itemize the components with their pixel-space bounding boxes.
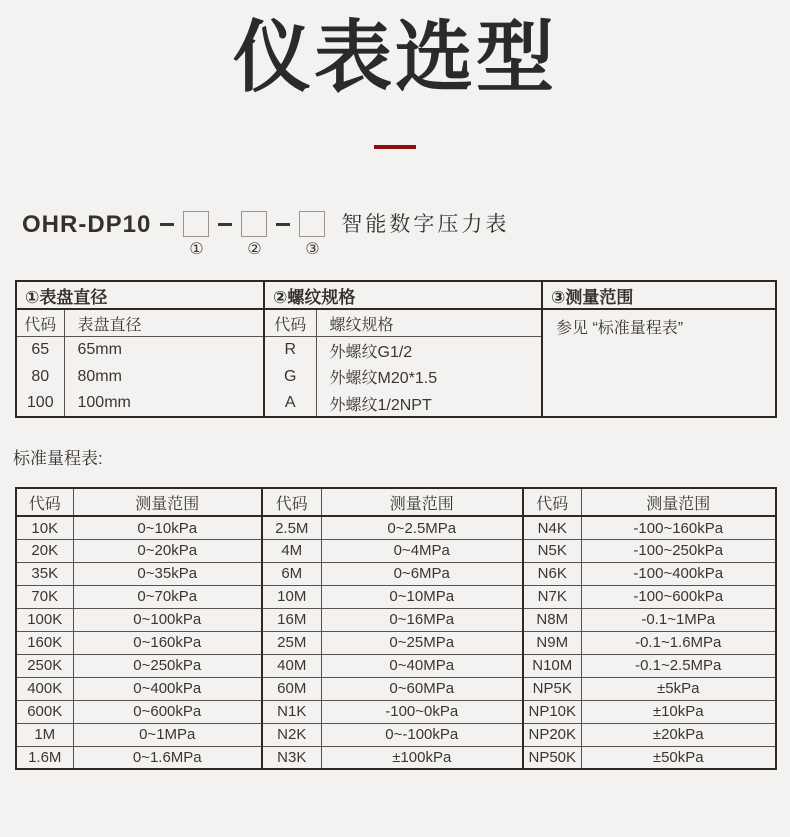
- page-title: 仪表选型: [232, 13, 557, 101]
- dial-value: 80mm: [77, 367, 122, 385]
- col-header-code: 代码: [262, 488, 321, 516]
- thread-code: R: [264, 336, 316, 363]
- range-value-cell: -0.1~1MPa: [581, 608, 776, 631]
- range-value-cell: -100~600kPa: [581, 585, 776, 608]
- range-value-cell: 0~40MPa: [321, 654, 523, 677]
- range-code-cell: 10M: [262, 585, 321, 608]
- range-code-cell: 250K: [16, 654, 73, 677]
- range-value-cell: -0.1~2.5MPa: [581, 654, 776, 677]
- range-code-cell: 400K: [16, 677, 73, 700]
- range-code-cell: NP10K: [523, 700, 581, 723]
- circled-number-2: ②: [247, 241, 262, 259]
- range-value-cell: -100~0kPa: [321, 700, 523, 723]
- dial-code: 65: [16, 336, 64, 363]
- circled-number-1: ①: [189, 241, 204, 259]
- range-value-cell: 0~600kPa: [73, 700, 262, 723]
- range-code-cell: N10M: [523, 654, 581, 677]
- range-row: [16, 723, 776, 746]
- range-row: [16, 562, 776, 585]
- range-code-cell: N1K: [262, 700, 321, 723]
- thread-value: 外螺纹1/2NPT: [329, 396, 432, 414]
- range-row: [16, 746, 776, 769]
- range-value-cell: 0~10kPa: [73, 516, 262, 539]
- range-code-cell: 1M: [16, 723, 73, 746]
- section-title-thread: ②螺纹规格: [264, 281, 542, 309]
- range-value-cell: 0~35kPa: [73, 562, 262, 585]
- section-title-range: ③测量范围: [542, 281, 776, 309]
- model-slot-1: [183, 211, 209, 259]
- range-code-cell: 70K: [16, 585, 73, 608]
- col-header-code: 代码: [523, 488, 581, 516]
- col-header-range: 测量范围: [73, 488, 262, 516]
- range-code-cell: 25M: [262, 631, 321, 654]
- range-value-cell: ±5kPa: [581, 677, 776, 700]
- model-slot-3: [299, 211, 325, 259]
- range-row: [16, 608, 776, 631]
- range-code-cell: 2.5M: [262, 516, 321, 539]
- range-code-cell: NP20K: [523, 723, 581, 746]
- range-value-cell: 0~400kPa: [73, 677, 262, 700]
- dial-value: 65mm: [77, 341, 122, 359]
- range-code-cell: 10K: [31, 519, 59, 537]
- thread-value: 外螺纹M20*1.5: [329, 370, 438, 388]
- dial-code: 100: [16, 390, 64, 417]
- range-code-cell: N4K: [523, 516, 581, 539]
- range-value-cell: 0~1MPa: [73, 723, 262, 746]
- range-code-cell: N3K: [262, 746, 321, 769]
- range-row: [16, 585, 776, 608]
- model-slot-box: [299, 211, 325, 237]
- model-code-line: [22, 211, 790, 259]
- range-value-cell: 0~6MPa: [321, 562, 523, 585]
- range-value-cell: 0~1.6MPa: [73, 746, 262, 769]
- range-code-cell: 35K: [16, 562, 73, 585]
- thread-value: 外螺纹G1/2: [329, 343, 413, 361]
- range-value-cell: 0~60MPa: [321, 677, 523, 700]
- range-value-cell: -100~250kPa: [581, 539, 776, 562]
- range-code-cell: N8M: [523, 608, 581, 631]
- range-row: [16, 654, 776, 677]
- dash-separator: [160, 223, 174, 226]
- red-divider: [374, 145, 416, 149]
- range-value-cell: 0~160kPa: [73, 631, 262, 654]
- dial-code: 80: [16, 363, 64, 390]
- col-header-thread: 螺纹规格: [316, 309, 542, 336]
- standard-range-table: [15, 487, 777, 770]
- range-code-cell: 20K: [16, 539, 73, 562]
- range-row: [16, 677, 776, 700]
- range-value-cell: 0~25MPa: [321, 631, 523, 654]
- range-row: [16, 539, 776, 562]
- section-title-dial: ①表盘直径: [16, 281, 264, 309]
- col-header-range: 测量范围: [581, 488, 776, 516]
- range-code-cell: 100K: [16, 608, 73, 631]
- range-value-cell: 0~250kPa: [73, 654, 262, 677]
- range-value-cell: -100~400kPa: [581, 562, 776, 585]
- col-header-code: 代码: [16, 488, 73, 516]
- dash-separator: [218, 223, 232, 226]
- model-suffix: 智能数字压力表: [341, 213, 510, 237]
- range-value-cell: 0~100kPa: [73, 608, 262, 631]
- range-code-cell: 1.6M: [16, 746, 73, 769]
- range-value-cell: ±50kPa: [581, 746, 776, 769]
- range-value-cell: 0~-100kPa: [321, 723, 523, 746]
- range-value-cell: ±10kPa: [581, 700, 776, 723]
- range-code-cell: N9M: [523, 631, 581, 654]
- circled-number-3: ③: [305, 241, 320, 259]
- dash-separator: [276, 223, 290, 226]
- range-code-cell: 4M: [262, 539, 321, 562]
- range-value-cell: -0.1~1.6MPa: [581, 631, 776, 654]
- range-code-cell: N2K: [262, 723, 321, 746]
- range-code-cell: 6M: [262, 562, 321, 585]
- range-code-cell: NP5K: [523, 677, 581, 700]
- col-header-range: 测量范围: [321, 488, 523, 516]
- range-row: [16, 700, 776, 723]
- range-code-cell: N6K: [523, 562, 581, 585]
- range-code-cell: 60M: [262, 677, 321, 700]
- range-value-cell: ±100kPa: [321, 746, 523, 769]
- range-code-cell: 600K: [16, 700, 73, 723]
- range-value-cell: 0~16MPa: [321, 608, 523, 631]
- range-value-cell: 0~20kPa: [73, 539, 262, 562]
- thread-code: A: [264, 390, 316, 417]
- range-code-cell: N5K: [523, 539, 581, 562]
- dial-value: 100mm: [77, 394, 131, 412]
- col-header-code: 代码: [16, 309, 64, 336]
- selection-subheader-row: [16, 309, 776, 336]
- selection-table: [15, 280, 777, 418]
- range-value-cell: 0~10MPa: [321, 585, 523, 608]
- range-value-cell: 0~2.5MPa: [321, 516, 523, 539]
- range-code-cell: 40M: [262, 654, 321, 677]
- range-value-cell: -100~160kPa: [581, 516, 776, 539]
- range-header-row: [16, 488, 776, 516]
- thread-code: G: [264, 363, 316, 390]
- range-table-label: 标准量程表:: [13, 449, 103, 469]
- model-slot-box: [241, 211, 267, 237]
- range-code-cell: N7K: [523, 585, 581, 608]
- range-code-cell: 160K: [16, 631, 73, 654]
- range-row: [16, 631, 776, 654]
- range-row: [16, 516, 776, 539]
- col-header-dial: 表盘直径: [64, 309, 264, 336]
- model-slot-2: [241, 211, 267, 259]
- model-prefix: OHR-DP10: [22, 211, 152, 239]
- range-code-cell: NP50K: [523, 746, 581, 769]
- range-value-cell: 0~70kPa: [73, 585, 262, 608]
- model-slot-box: [183, 211, 209, 237]
- col-header-code: 代码: [264, 309, 316, 336]
- range-value-cell: 0~4MPa: [321, 539, 523, 562]
- range-code-cell: 16M: [262, 608, 321, 631]
- range-value-cell: ±20kPa: [581, 723, 776, 746]
- range-note: 参见 “标准量程表”: [542, 309, 776, 417]
- selection-section-header-row: [16, 281, 776, 309]
